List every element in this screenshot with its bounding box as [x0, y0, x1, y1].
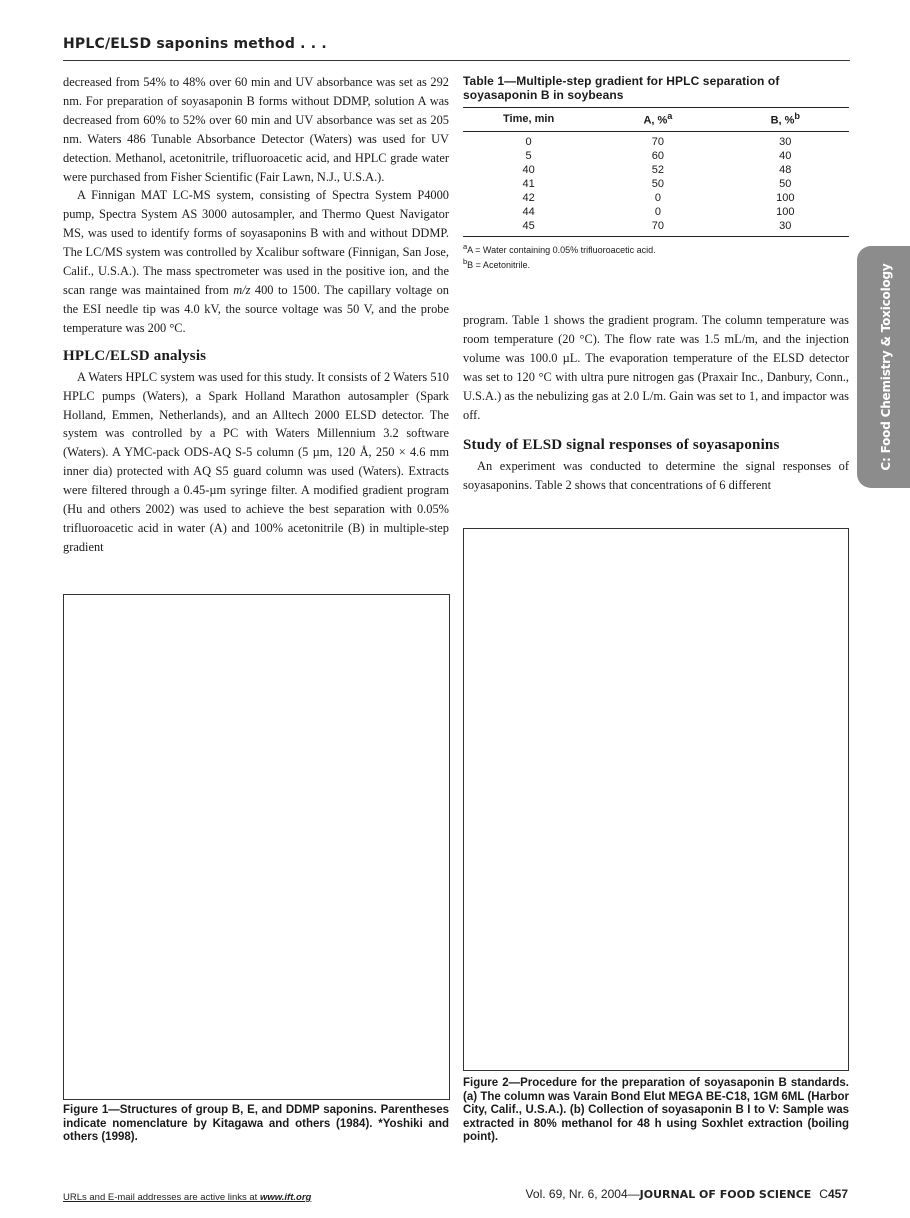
section-tab-label: C: Food Chemistry & Toxicology [879, 263, 893, 471]
right-column [463, 311, 849, 495]
table-header-row [463, 108, 849, 132]
table-caption: Table 1—Multiple-step gradient for HPLC separation of soyasaponin B in soybeans [463, 74, 780, 102]
paragraph: program. Table 1 shows the gradient program. The column temperature was room temperature (20 °C). The flow rate was 1.5 mL/m, and the injection volume was 100.0 µL. The evaporation temperature of the ELSD detector was set to 120 °C with ultra pure nitrogen gas (Praxair Inc., Danbury, Conn., U.S.A.) as the nebulizing gas at 2.0 L/m. Gain was set to 1, and impactor was off. [463, 313, 849, 422]
paragraph: decreased from 54% to 48% over 60 min and UV absorbance was set as 292 nm. For preparation of soyasaponin B forms without DDMP, solution A was decreased from 60% to 52% over 60 min and UV absorbance was set as 205 nm. Waters 486 Tunable Absorbance Detector (Waters) was used for UV detection. Methanol, acetonitrile, trifluoroacetic acid, and HPLC grade water were purchased from Fisher Scientific (Fair Lawn, N.J., U.S.A.). [63, 75, 449, 184]
paragraph-text: 400 to 1500. The capillary voltage on the ESI needle tip was 4.0 kV, the source voltage was 50 V, and the probe temperature was 200 °C. [63, 282, 449, 335]
column-header-a: A, %$^a$ [594, 108, 721, 132]
paragraph: A Waters HPLC system was used for this study. It consists of 2 Waters 510 HPLC pumps (Waters), a Spark Holland Marathon autosampler (Spark Holland, Emmen, Netherlands), and an Alltech 2000 ELSD detector. The system was controlled by a PC with Waters Millennium 3.2 software (Waters). A YMC-pack ODS-AQ S-5 column (5 µm, 120 Å, 250 × 4.6 mm inner dia) protected with AQ S5 guard column was used (Waters). Extracts were filtered through a 0.45-µm syringe filter. A modified gradient program (Hu and others 2002) was used to achieve the best separation with 0.05% trifluoroacetic acid in water (A) and 100% acetonitrile (B) in multiple-step gradient [63, 369, 449, 554]
table-row: 5 60 40 [525, 149, 792, 162]
table-row: 44 0 100 [522, 205, 795, 218]
footer-journal [526, 1187, 848, 1201]
figure-1-caption: Figure 1—Structures of group B, E, and DDMP saponins. Parentheses indicate nomenclature by Kitagawa and others (1984). *Yoshiki and others (1998). [63, 1104, 449, 1143]
figure-2-image [463, 528, 849, 1071]
figure-1-image [63, 594, 450, 1100]
table-row: 42 0 100 [522, 191, 795, 204]
page-number: C457 [819, 1187, 848, 1201]
paragraph-text: A Finnigan MAT LC-MS system, consisting of Spectra System P4000 pump, Spectra System AS 3000 autosampler, and Thermo Quest Navigator MS, was used to identify forms of soyasaponins B with and without DDMP. The LC/MS system was controlled by Xcalibur software (Finnigan, San Jose, Calif., U.S.A.). The mass spectrometer was used in the positive ion, and the scan range was maintained from [63, 188, 449, 297]
left-column [63, 73, 449, 557]
gradient-table [463, 107, 849, 237]
table-row: 45 70 30 [463, 219, 849, 237]
ift-link[interactable]: www.ift.org [259, 1192, 312, 1203]
mz-term: m/z [233, 282, 251, 297]
footer-link-note[interactable]: URLs and E-mail addresses are active links at www.ift.org [63, 1192, 312, 1203]
section-heading: Study of ELSD signal responses of soyasaponins [463, 437, 780, 454]
table-footnote-a: $^a$A = Water containing 0.05% trifluoroacetic acid. [463, 241, 656, 255]
figure-2-caption: Figure 2—Procedure for the preparation of soyasaponin B standards. (a) The column was Varain Bond Elut MEGA BE-C18, 1GM 6ML (Harbor City, Calif., U.S.A.). (b) Collection of soyasaponin B I to V: Sample was extracted in 80% methanol for 48 h using Soxhlet extraction (boiling point). [463, 1077, 849, 1143]
table-1 [463, 74, 849, 271]
paragraph: An experiment was conducted to determine the signal responses of soyasaponins. Table 2 shows that concentrations of 6 different [463, 459, 849, 493]
running-head: HPLC/ELSD saponins method . . . [63, 36, 327, 52]
header-rule [63, 60, 850, 61]
volume-info: Vol. 69, Nr. 6, 2004— [525, 1187, 640, 1201]
table-row: 40 52 48 [522, 163, 792, 176]
paragraph [63, 186, 449, 337]
column-header-b: B, %$^b$ [722, 108, 849, 132]
section-heading: HPLC/ELSD analysis [63, 347, 207, 364]
table-row: 41 50 50 [522, 177, 792, 190]
table-row: 0 70 30 [525, 135, 792, 148]
journal-name: JOURNAL OF FOOD SCIENCE [639, 1188, 812, 1201]
table-footnote-b: $^b$B = Acetonitrile. [463, 256, 530, 270]
column-header-time: Time, min [463, 108, 594, 132]
